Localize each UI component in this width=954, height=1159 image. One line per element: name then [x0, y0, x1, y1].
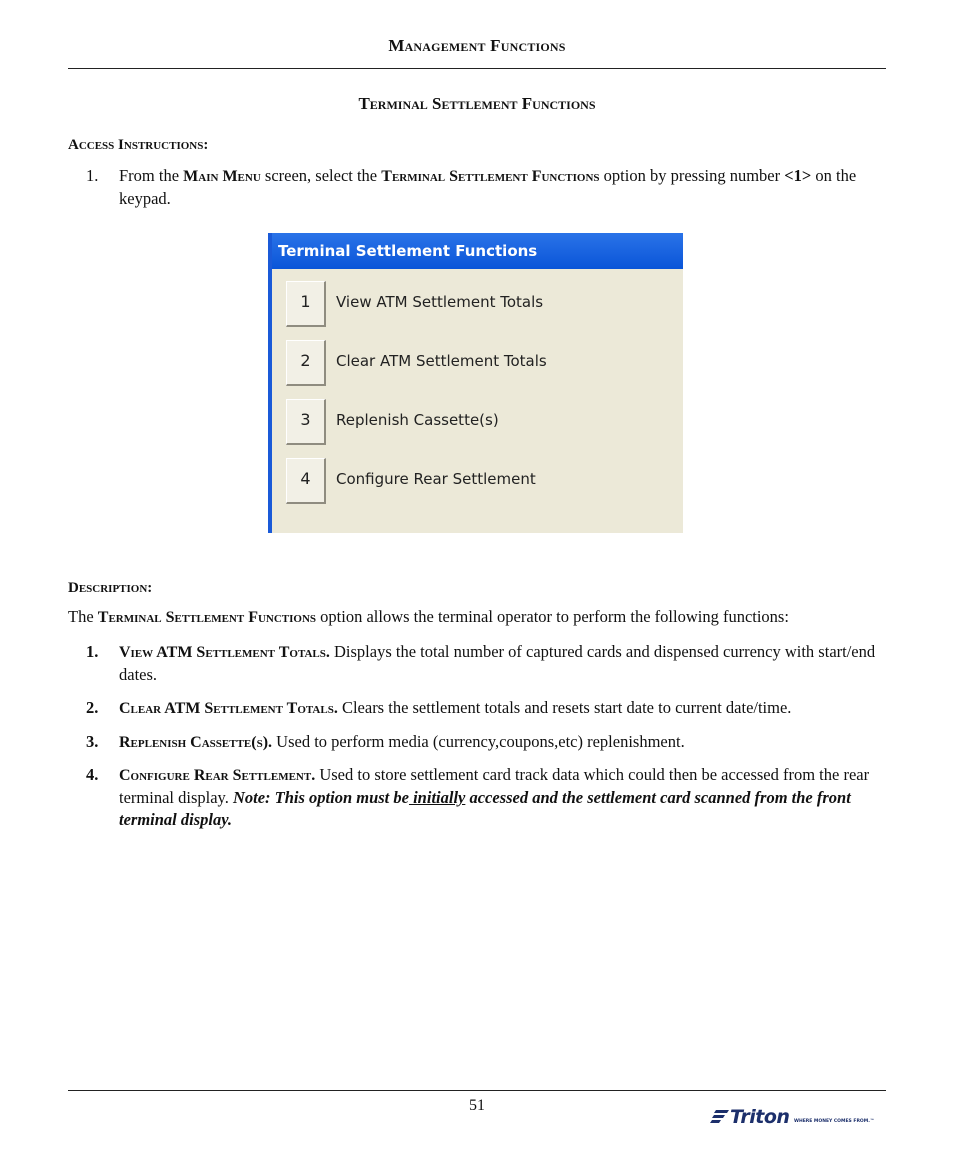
terminal-settlement-screen	[268, 233, 683, 533]
item-number: 2.	[86, 698, 99, 717]
triton-logo	[710, 1106, 875, 1130]
page-number: 51	[469, 1097, 485, 1114]
tsf-term: Terminal Settlement Functions	[381, 168, 600, 185]
item-text: Clears the settlement totals and resets start date to current date/time.	[337, 698, 792, 717]
intro-part: The	[68, 607, 98, 626]
option-clear-totals[interactable]	[286, 340, 666, 388]
page-title: Terminal Settlement Functions	[358, 94, 596, 113]
brand-tagline: WHERE MONEY COMES FROM.™	[794, 1119, 875, 1124]
option-label: View ATM Settlement Totals	[336, 293, 544, 311]
item-text: Used to store settlement card track data which could then be accessed from the rear terminal display.	[119, 765, 870, 807]
item-name: Clear ATM Settlement Totals.	[119, 700, 338, 717]
note-text: accessed and the settlement card scanned from the front terminal display.	[119, 788, 851, 829]
option-label: Replenish Cassette(s)	[336, 411, 499, 429]
item-number: 4.	[86, 765, 99, 784]
option-replenish-cassettes[interactable]	[286, 399, 666, 447]
access-heading: Access Instructions:	[68, 137, 209, 153]
item-name: Configure Rear Settlement.	[119, 767, 316, 784]
screen-title: Terminal Settlement Functions	[272, 233, 683, 269]
option-key-button[interactable]: 4	[286, 458, 326, 504]
description-intro	[68, 606, 888, 629]
note-emphasis: initially	[408, 788, 466, 807]
note-text: Note: This option must be	[232, 788, 409, 807]
header-rule	[68, 68, 886, 69]
option-key-button[interactable]: 2	[286, 340, 326, 386]
intro-part: option allows the terminal operator to perform the following functions:	[316, 607, 789, 626]
option-key-button[interactable]: 3	[286, 399, 326, 445]
item-name: View ATM Settlement Totals.	[119, 644, 330, 661]
triton-mark-icon	[710, 1109, 730, 1127]
option-configure-rear-settlement[interactable]	[286, 458, 666, 506]
item-number: 3.	[86, 732, 99, 751]
step-text-part: option by pressing number	[599, 166, 785, 185]
step-text-part: From the	[119, 166, 184, 185]
item-text: Used to perform media (currency,coupons,etc) replenishment.	[272, 732, 685, 751]
tsf-term: Terminal Settlement Functions	[97, 609, 317, 626]
footer-rule	[68, 1090, 886, 1091]
item-text: Displays the total number of captured cards and dispensed currency with start/end dates.	[119, 642, 876, 684]
brand-name: Triton	[730, 1106, 790, 1128]
option-key-button[interactable]: 1	[286, 281, 326, 327]
key-reference: <1>	[784, 166, 812, 185]
option-view-totals[interactable]	[286, 281, 666, 329]
step-text-part: on the keypad.	[119, 166, 857, 208]
description-heading: Description:	[68, 580, 153, 596]
step-number: 1.	[86, 166, 99, 185]
item-name: Replenish Cassette(s).	[119, 734, 273, 751]
item-number: 1.	[86, 642, 99, 661]
running-header: Management Functions	[388, 36, 566, 55]
step-text	[119, 165, 886, 210]
option-label: Configure Rear Settlement	[336, 470, 536, 488]
step-text-part: screen, select the	[260, 166, 382, 185]
main-menu-term: Main Menu	[183, 168, 261, 185]
option-label: Clear ATM Settlement Totals	[336, 352, 547, 370]
